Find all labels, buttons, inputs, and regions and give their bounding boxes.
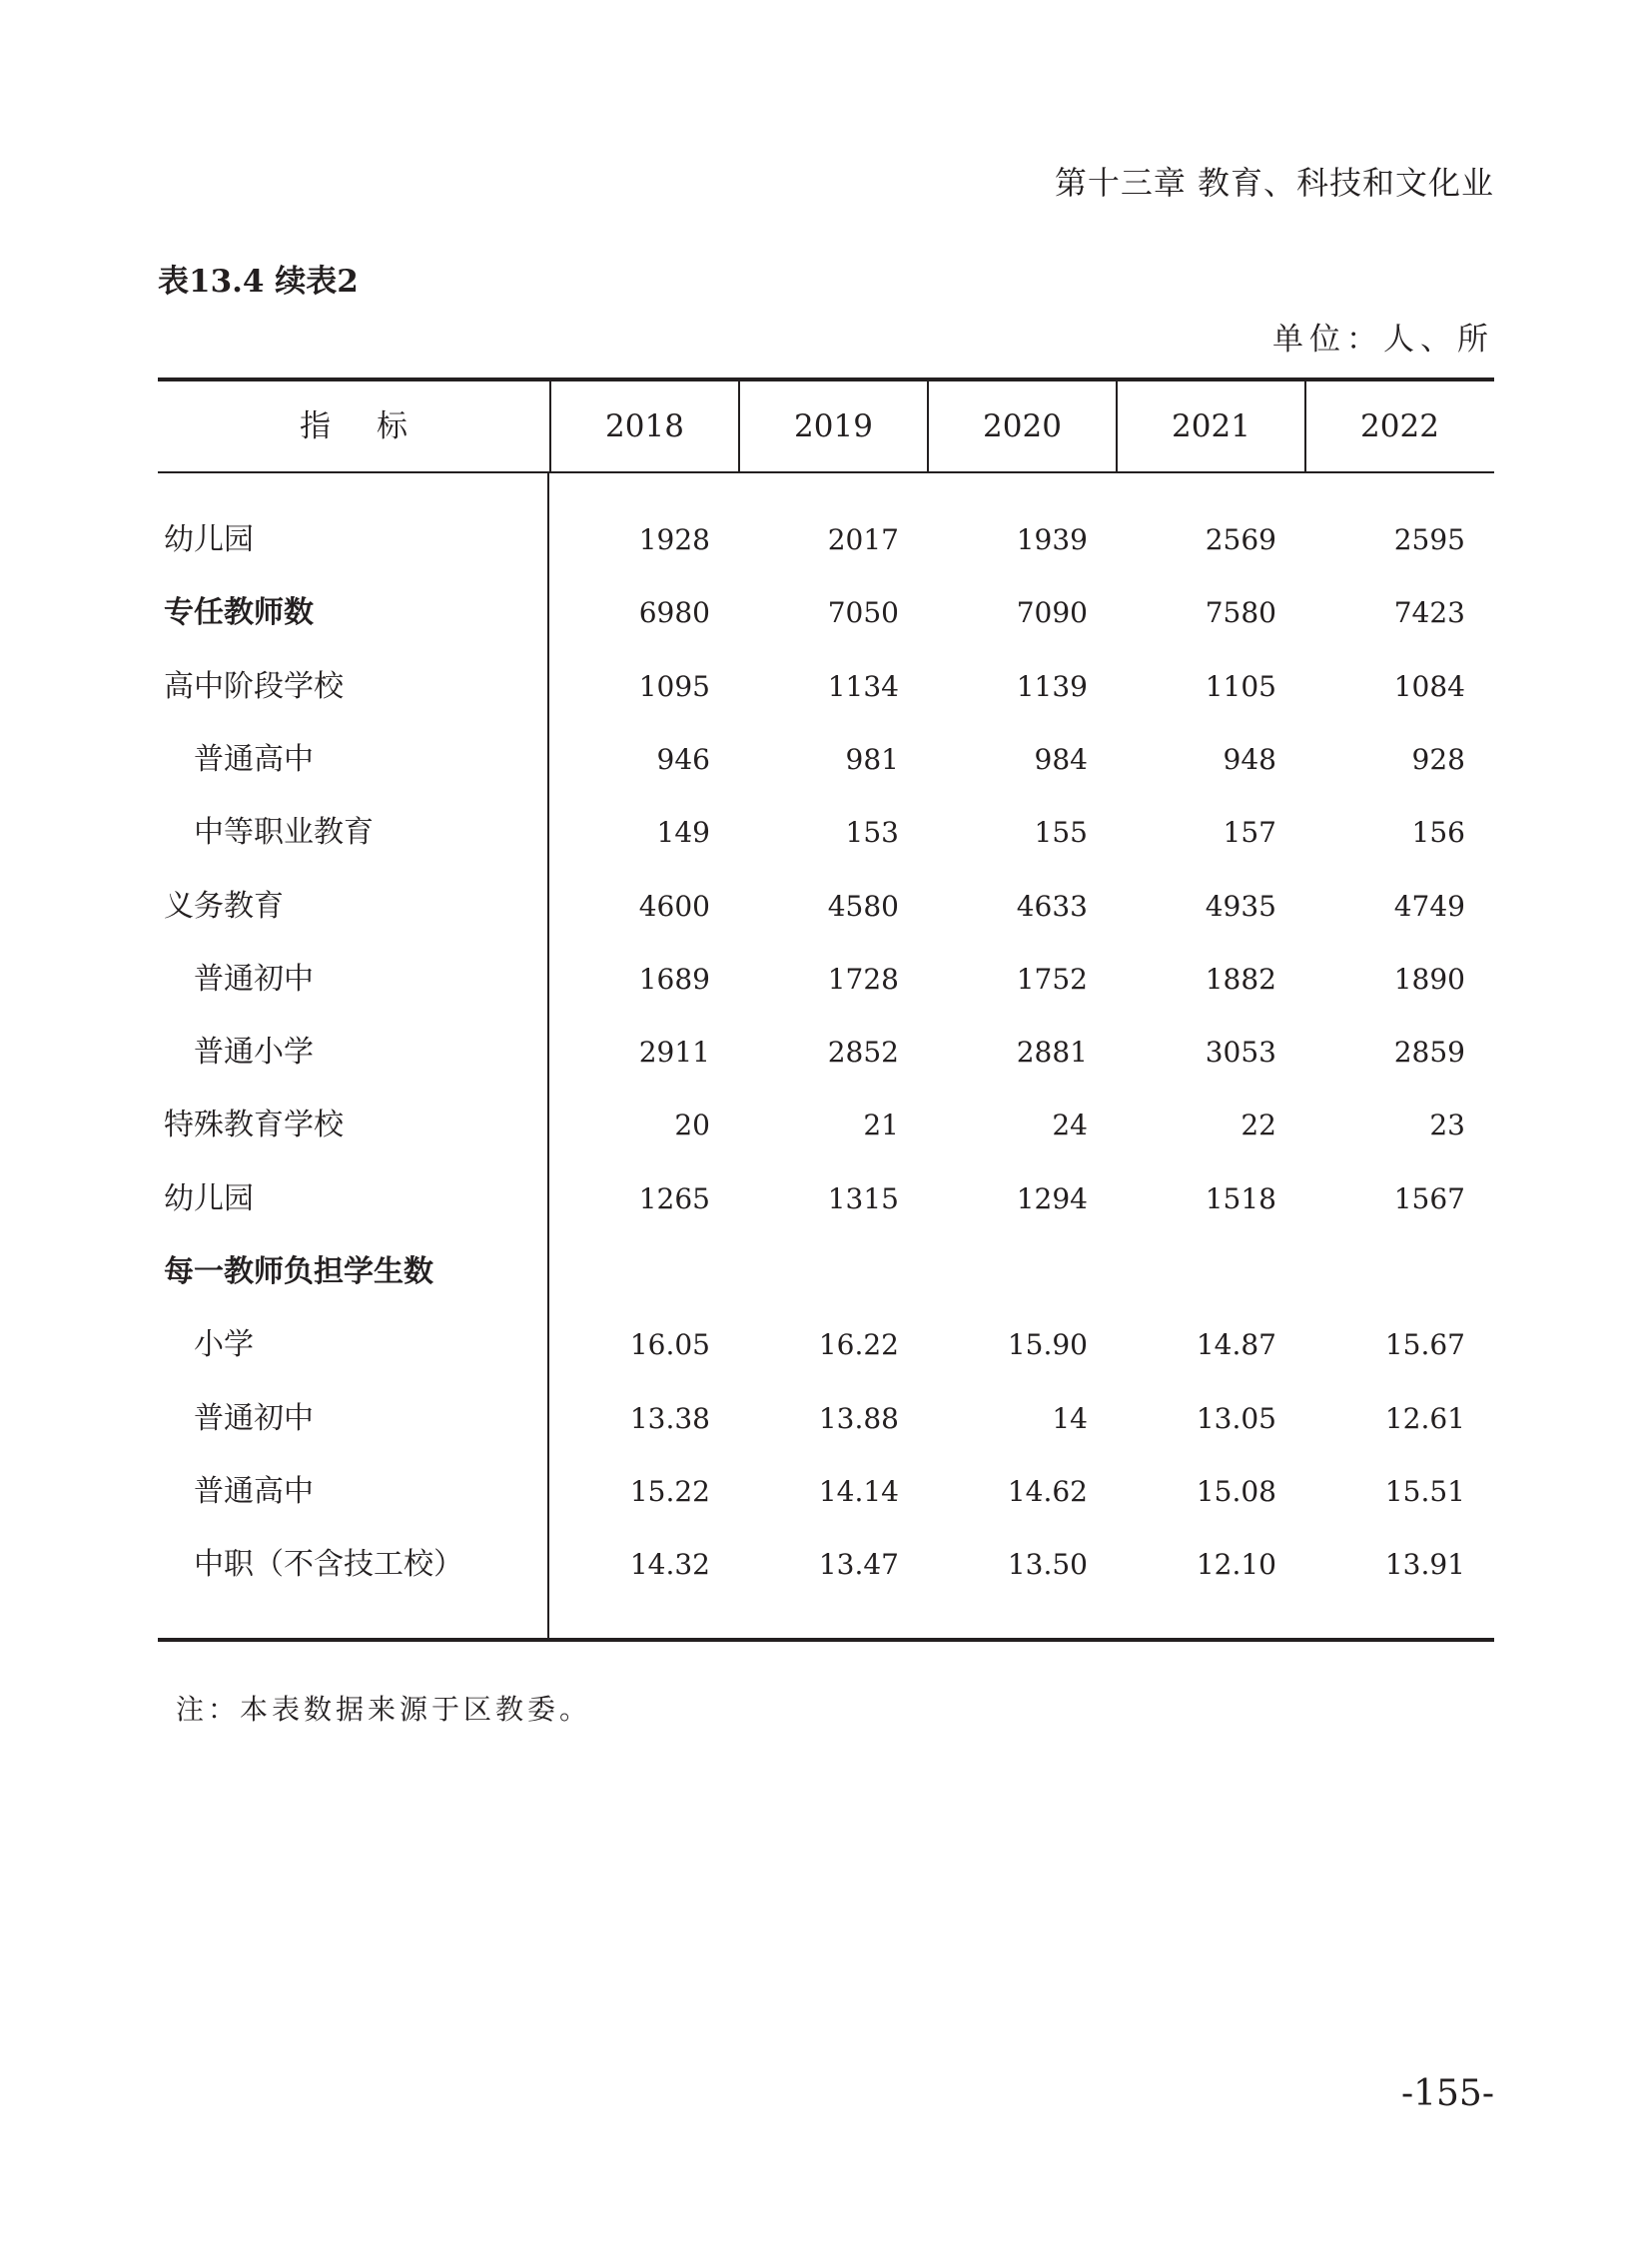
cell-2020: 7090 [1016, 596, 1088, 630]
cell-2019: 1728 [827, 962, 899, 996]
cell-2020 [928, 1235, 1088, 1308]
cell-2022: 4749 [1393, 889, 1465, 923]
cell-2022: 15.51 [1384, 1474, 1465, 1508]
cell-2022: 156 [1411, 816, 1465, 850]
cell-2018: 15.22 [629, 1474, 710, 1508]
header-year-2019: 2019 [738, 381, 927, 471]
cell-2021: 948 [1223, 742, 1276, 776]
table-row [158, 1382, 1494, 1455]
cell-2022: 2859 [1393, 1036, 1465, 1070]
header-year-2022: 2022 [1304, 381, 1493, 471]
cell-2022: 2595 [1393, 523, 1465, 556]
cell-2018: 1265 [638, 1181, 710, 1215]
table-row [158, 1162, 1494, 1235]
cell-2021: 3053 [1205, 1036, 1276, 1070]
cell-2018: 149 [656, 816, 710, 850]
table-header-row [158, 381, 1494, 473]
cell-2022: 1567 [1393, 1181, 1465, 1215]
table-row [158, 1016, 1494, 1089]
cell-2021 [1117, 1235, 1276, 1308]
cell-2019: 16.22 [818, 1328, 899, 1362]
row-label: 幼儿园 [164, 1180, 254, 1216]
cell-2021: 4935 [1205, 889, 1276, 923]
cell-2021: 14.87 [1196, 1328, 1276, 1362]
table-row [158, 870, 1494, 943]
cell-2022: 1084 [1393, 669, 1465, 703]
cell-2019: 13.47 [818, 1548, 899, 1582]
cell-2020: 4633 [1016, 889, 1088, 923]
header-year-2020: 2020 [927, 381, 1116, 471]
cell-2020: 1139 [1016, 669, 1088, 703]
table-row [158, 650, 1494, 723]
cell-2018: 13.38 [629, 1401, 710, 1435]
cell-2022 [1305, 1235, 1465, 1308]
cell-2018: 14.32 [629, 1548, 710, 1582]
cell-2022: 7423 [1393, 596, 1465, 630]
row-label: 专任教师数 [164, 595, 314, 631]
unit-label: 单位：人、所 [1272, 322, 1494, 358]
table-row [158, 1528, 1494, 1601]
cell-2018: 4600 [638, 889, 710, 923]
cell-2018: 946 [656, 742, 710, 776]
table-row [158, 1308, 1494, 1381]
cell-2020: 155 [1034, 816, 1088, 850]
cell-2020: 24 [1052, 1109, 1088, 1142]
cell-2021: 1882 [1205, 962, 1276, 996]
row-label: 普通初中 [194, 961, 314, 997]
row-label: 每一教师负担学生数 [164, 1254, 433, 1289]
cell-2021: 157 [1223, 816, 1276, 850]
cell-2018 [550, 1235, 710, 1308]
page-number: -155- [1400, 2073, 1494, 2114]
cell-2022: 15.67 [1384, 1328, 1465, 1362]
cell-2021: 1105 [1205, 669, 1276, 703]
cell-2020: 2881 [1016, 1036, 1088, 1070]
row-label: 普通初中 [194, 1400, 314, 1436]
cell-2022: 23 [1429, 1109, 1465, 1142]
cell-2018: 20 [674, 1109, 710, 1142]
cell-2019: 21 [863, 1109, 899, 1142]
cell-2018: 1689 [638, 962, 710, 996]
cell-2018: 1928 [638, 523, 710, 556]
cell-2018: 16.05 [629, 1328, 710, 1362]
cell-2020: 1939 [1016, 523, 1088, 556]
row-label: 小学 [194, 1327, 254, 1363]
row-label: 义务教育 [164, 888, 284, 924]
table-title: 表13.4 续表2 [158, 264, 359, 300]
cell-2018: 1095 [638, 669, 710, 703]
cell-2021: 7580 [1205, 596, 1276, 630]
table-row [158, 723, 1494, 796]
cell-2020: 14.62 [1007, 1474, 1088, 1508]
cell-2019: 2017 [827, 523, 899, 556]
row-label: 幼儿园 [164, 522, 254, 557]
row-label: 普通小学 [194, 1035, 314, 1071]
footnote: 注：本表数据来源于区教委。 [176, 1693, 592, 1726]
cell-2021: 1518 [1205, 1181, 1276, 1215]
cell-2022: 928 [1411, 742, 1465, 776]
cell-2021: 15.08 [1196, 1474, 1276, 1508]
cell-2020: 1294 [1016, 1181, 1088, 1215]
table-row [158, 1089, 1494, 1161]
cell-2019: 14.14 [818, 1474, 899, 1508]
cell-2022: 12.61 [1384, 1401, 1465, 1435]
cell-2020: 13.50 [1007, 1548, 1088, 1582]
cell-2019: 981 [845, 742, 899, 776]
cell-2019: 2852 [827, 1036, 899, 1070]
data-table [158, 377, 1494, 1642]
header-year-2018: 2018 [549, 381, 738, 471]
cell-2019: 13.88 [818, 1401, 899, 1435]
cell-2021: 12.10 [1196, 1548, 1276, 1582]
cell-2022: 1890 [1393, 962, 1465, 996]
table-row [158, 1455, 1494, 1528]
cell-2020: 984 [1034, 742, 1088, 776]
row-label: 中等职业教育 [194, 815, 374, 851]
row-label: 普通高中 [194, 741, 314, 777]
table-row [158, 1235, 1494, 1308]
header-indicator: 指标 [300, 408, 453, 444]
row-label: 中职（不含技工校） [194, 1547, 463, 1583]
cell-2019: 4580 [827, 889, 899, 923]
table-row [158, 503, 1494, 576]
cell-2021: 13.05 [1196, 1401, 1276, 1435]
cell-2019: 7050 [827, 596, 899, 630]
cell-2019: 1315 [827, 1181, 899, 1215]
table-row [158, 796, 1494, 869]
cell-2021: 2569 [1205, 523, 1276, 556]
cell-2018: 2911 [638, 1036, 710, 1070]
cell-2019: 1134 [827, 669, 899, 703]
cell-2020: 14 [1052, 1401, 1088, 1435]
row-label: 高中阶段学校 [164, 668, 344, 704]
cell-2018: 6980 [638, 596, 710, 630]
cell-2019: 153 [845, 816, 899, 850]
cell-2022: 13.91 [1384, 1548, 1465, 1582]
cell-2020: 1752 [1016, 962, 1088, 996]
header-year-2021: 2021 [1116, 381, 1304, 471]
cell-2020: 15.90 [1007, 1328, 1088, 1362]
cell-2019 [739, 1235, 899, 1308]
table-row [158, 943, 1494, 1016]
table-row [158, 576, 1494, 649]
row-label: 普通高中 [194, 1473, 314, 1509]
row-label: 特殊教育学校 [164, 1108, 344, 1143]
cell-2021: 22 [1240, 1109, 1276, 1142]
chapter-header: 第十三章 教育、科技和文化业 [1054, 164, 1494, 202]
